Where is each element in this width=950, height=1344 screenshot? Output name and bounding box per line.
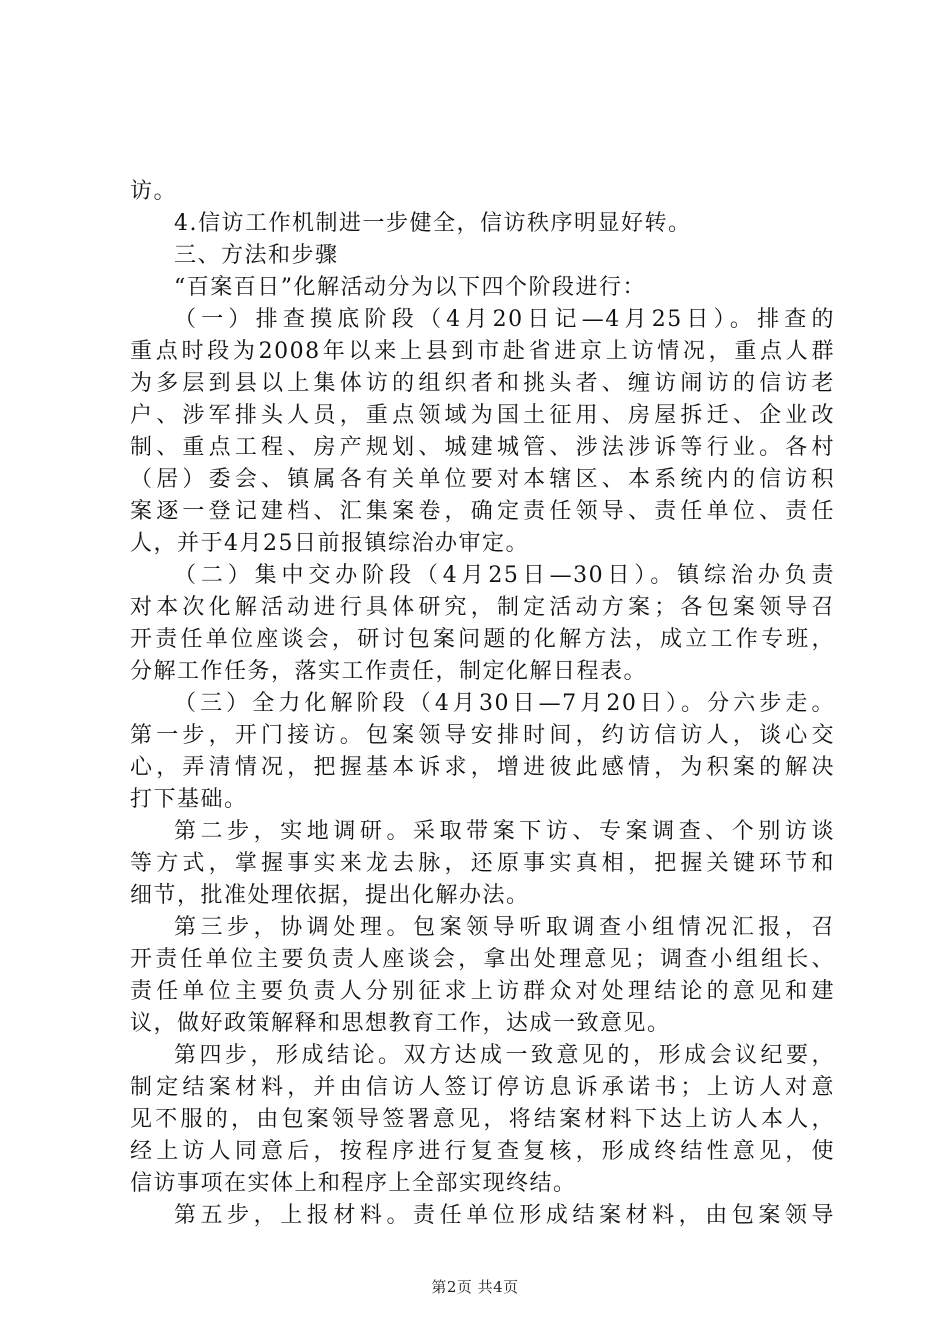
text-line: “百案百日”化解活动分为以下四个阶段进行： [174, 275, 646, 300]
text-line: 重点时段为2008年以来上县到市赴省进京上访情况，重点人群 [130, 339, 835, 364]
text-line: 开责任单位主要负责人座谈会，拿出处理意见；调查小组组长、 [130, 947, 835, 972]
text-line: 责任单位主要负责人分别征求上访群众对处理结论的意见和建 [130, 979, 835, 1004]
text-line: （三）全力化解阶段（4月30日—7月20日）。分六步走。 [174, 691, 835, 716]
text-line: 第五步，上报材料。责任单位形成结案材料，由包案领导 [174, 1203, 835, 1228]
text-line: 制定结案材料，并由信访人签订停访息诉承诺书；上访人对意 [130, 1075, 835, 1100]
text-line: 等方式，掌握事实来龙去脉，还原事实真相，把握关键环节和 [130, 851, 835, 876]
text-line: 制、重点工程、房产规划、城建城管、涉法涉诉等行业。各村 [130, 435, 835, 460]
text-line: 第二步，实地调研。采取带案下访、专案调查、个别访谈 [174, 819, 835, 844]
text-line: 户、涉军排头人员，重点领域为国土征用、房屋拆迁、企业改 [130, 403, 835, 428]
page-footer [0, 1276, 950, 1297]
text-line: 细节，批准处理依据，提出化解办法。 [130, 883, 530, 908]
text-line: （居）委会、镇属各有关单位要对本辖区、本系统内的信访积 [130, 467, 835, 492]
text-line: 议，做好政策解释和思想教育工作，达成一致意见。 [130, 1011, 671, 1036]
text-line: 第一步，开门接访。包案领导安排时间，约访信访人，谈心交 [130, 723, 835, 748]
text-line: （二）集中交办阶段（4月25日—30日）。镇综治办负责 [174, 563, 835, 588]
text-line: 信访事项在实体上和程序上全部实现终结。 [130, 1171, 577, 1196]
text-line: 第三步，协调处理。包案领导听取调查小组情况汇报，召 [174, 915, 835, 940]
text-line: （一）排查摸底阶段（4月20日记—4月25日）。排查的 [174, 307, 835, 332]
text-line: 见不服的，由包案领导签署意见，将结案材料下达上访人本人， [130, 1107, 835, 1132]
text-line: 为多层到县以上集体访的组织者和挑头者、缠访闹访的信访老 [130, 371, 835, 396]
text-line: 访。 [130, 179, 178, 204]
text-line: 打下基础。 [130, 787, 248, 812]
text-line: 开责任单位座谈会，研讨包案问题的化解方法，成立工作专班， [130, 627, 835, 652]
document-body [130, 176, 835, 1232]
text-line: 三、方法和步骤 [174, 243, 339, 268]
text-line: 经上访人同意后，按程序进行复查复核，形成终结性意见，使 [130, 1139, 835, 1164]
text-line: 人，并于4月25日前报镇综治办审定。 [130, 531, 529, 556]
text-line: 4.信访工作机制进一步健全，信访秩序明显好转。 [174, 211, 692, 236]
text-line: 对本次化解活动进行具体研究，制定活动方案；各包案领导召 [130, 595, 835, 620]
text-line: 心，弄清情况，把握基本诉求，增进彼此感情，为积案的解决 [130, 755, 835, 780]
text-line: 案逐一登记建档、汇集案卷，确定责任领导、责任单位、责任 [130, 499, 835, 524]
page-number-label: 第2页 共4页 [431, 1278, 519, 1296]
text-line: 分解工作任务，落实工作责任，制定化解日程表。 [130, 659, 648, 684]
text-line: 第四步，形成结论。双方达成一致意见的，形成会议纪要， [174, 1043, 835, 1068]
